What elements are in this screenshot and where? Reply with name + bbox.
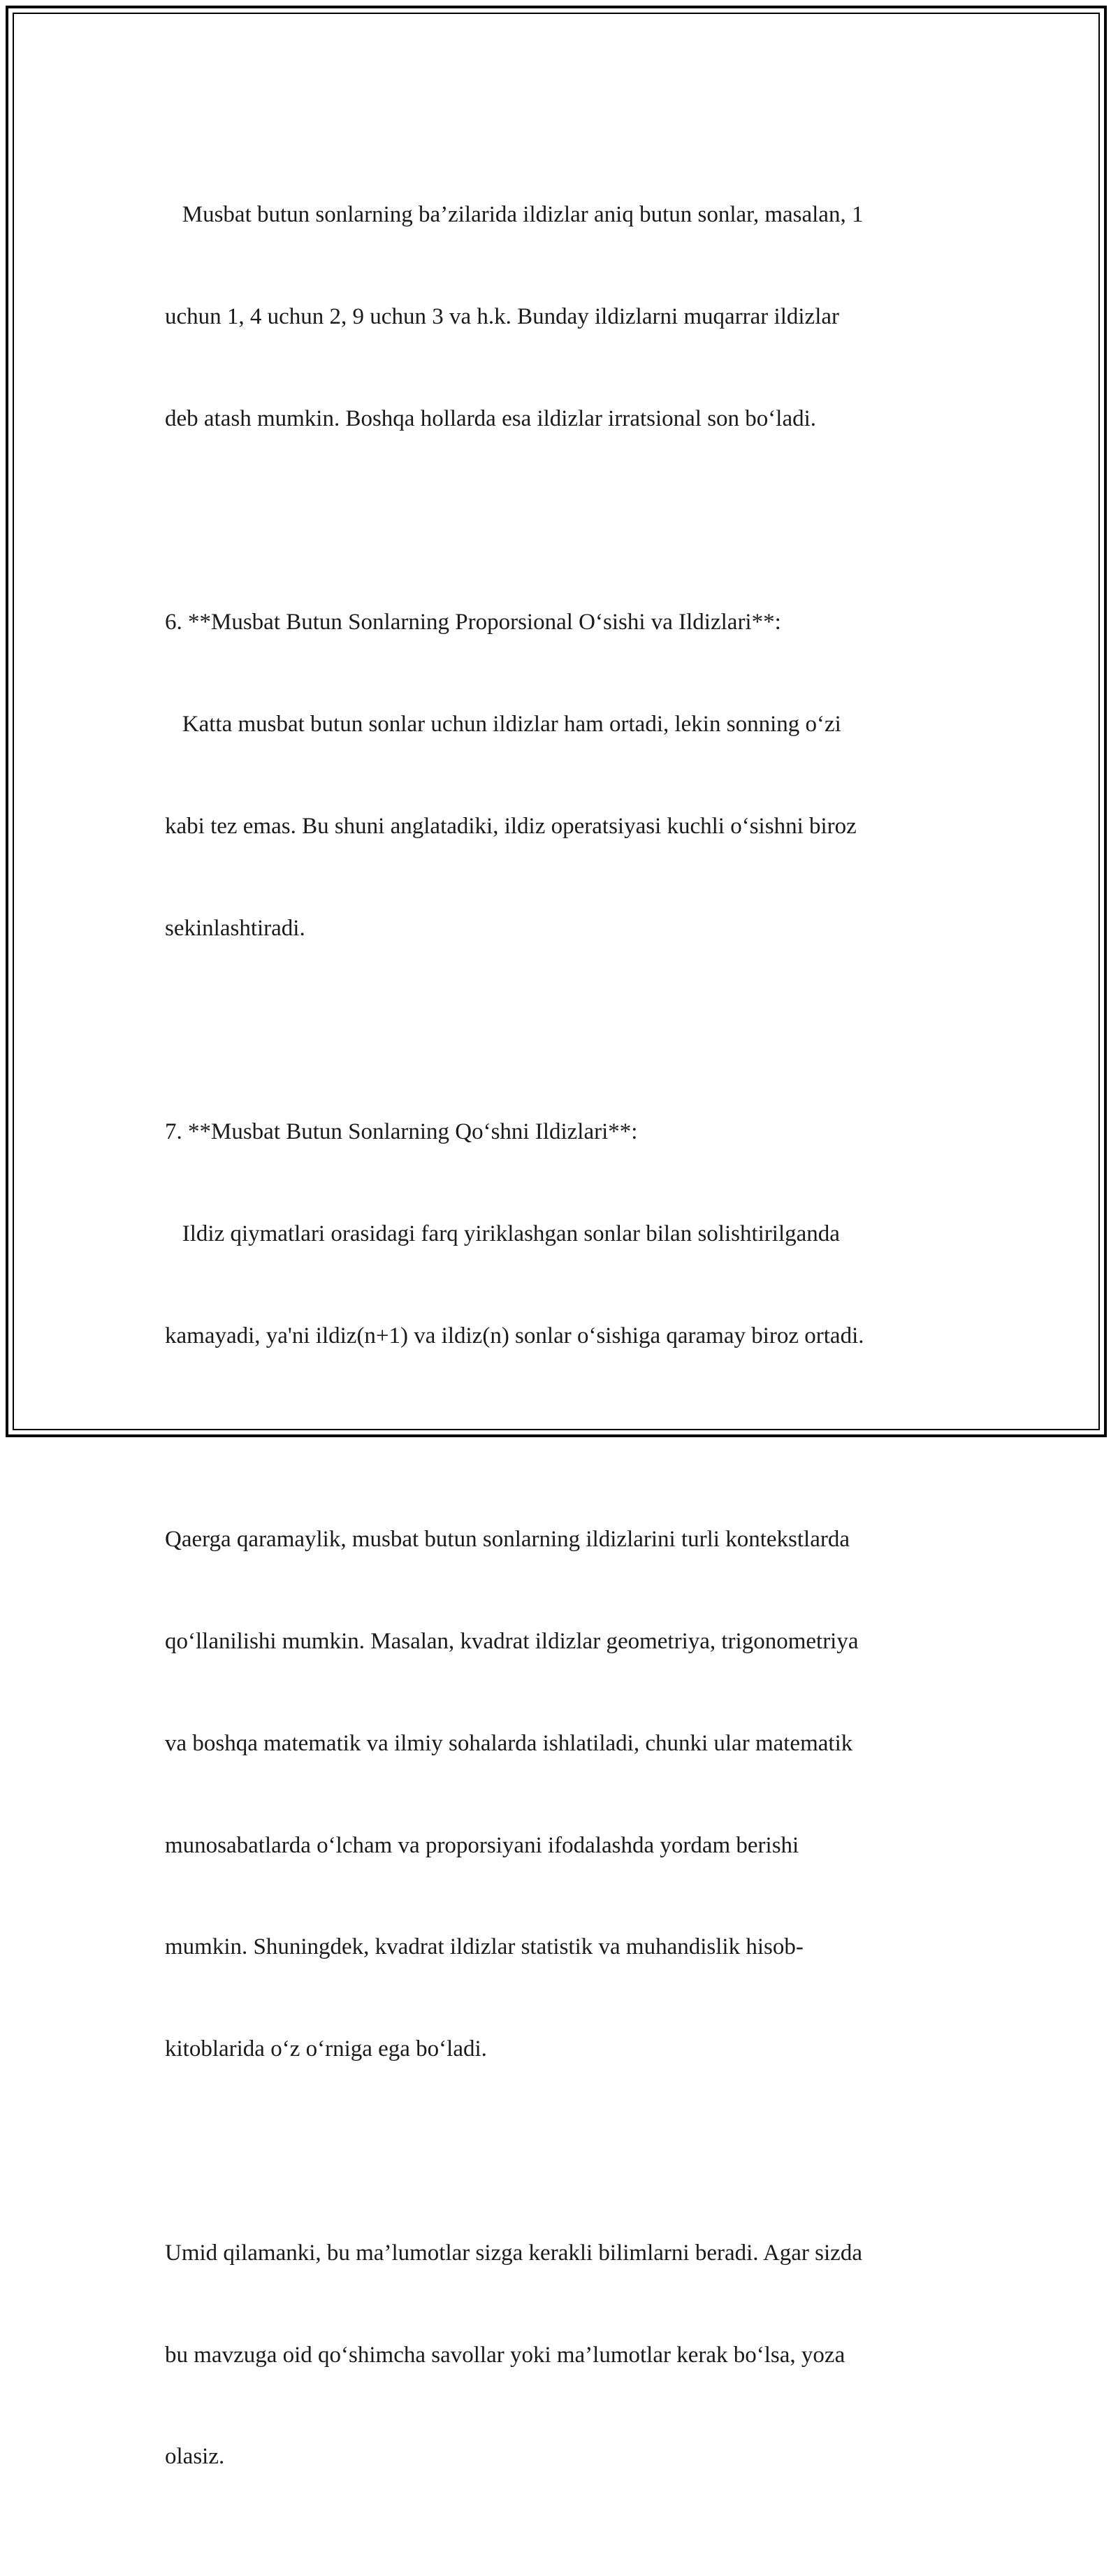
text-line: Katta musbat butun sonlar uchun ildizlar ham ortadi, lekin sonning o‘zi [165, 712, 841, 737]
paragraph-closing [165, 2168, 948, 2542]
text-line: kitoblarida o‘z o‘rniga ega bo‘ladi. [165, 2036, 487, 2062]
text-line: va boshqa matematik va ilmiy sohalarda ishlatiladi, chunki ular matematik [165, 1730, 853, 1756]
text-line: kamayadi, ya'ni ildiz(n+1) va ildiz(n) sonlar o‘sishiga qaramay biroz ortadi. [165, 1323, 864, 1348]
text-line: Qaerga qaramaylik, musbat butun sonlarning ildizlarini turli kontekstlarda [165, 1527, 850, 1553]
paragraph-applications [165, 1455, 948, 2134]
text-line: Musbat butun sonlarning ba’zilarida ildizlar aniq butun sonlar, masalan, 1 [165, 202, 864, 228]
text-line: mumkin. Shuningdek, kvadrat ildizlar statistik va muhandislik hisob- [165, 1934, 804, 1960]
paragraph-item-7 [165, 1047, 948, 1421]
text-line: deb atash mumkin. Boshqa hollarda esa ildizlar irratsional son bo‘ladi. [165, 405, 817, 431]
text-line: Umid qilamanki, bu ma’lumotlar sizga kerakli bilimlarni beradi. Agar sizda [165, 2240, 862, 2266]
list-item-heading: 7. **Musbat Butun Sonlarning Qo‘shni Ildizlari**: [165, 1119, 638, 1145]
text-line: munosabatlarda o‘lcham va proporsiyani ifodalashda yordam berishi [165, 1832, 799, 1858]
text-line: bu mavzuga oid qo‘shimcha savollar yoki ma’lumotlar kerak bo‘lsa, yoza [165, 2342, 845, 2368]
text-line: Ildiz qiymatlari orasidagi farq yiriklashgan sonlar bilan solishtirilganda [165, 1221, 840, 1246]
paragraph-item-6 [165, 538, 948, 1013]
text-line: olasiz. [165, 2444, 225, 2470]
text-line: qo‘llanilishi mumkin. Masalan, kvadrat ildizlar geometriya, trigonometriya [165, 1629, 859, 1655]
text-line: kabi tez emas. Bu shuni anglatadiki, ildiz operatsiyasi kuchli o‘sishni biroz [165, 813, 857, 839]
document-body [165, 130, 948, 2576]
text-line: uchun 1, 4 uchun 2, 9 uchun 3 va h.k. Bunday ildizlarni muqarrar ildizlar [165, 303, 840, 329]
text-line: sekinlashtiradi. [165, 915, 305, 941]
list-item-heading: 6. **Musbat Butun Sonlarning Proporsional O‘sishi va Ildizlari**: [165, 610, 781, 635]
paragraph-roots-exact [165, 130, 948, 504]
